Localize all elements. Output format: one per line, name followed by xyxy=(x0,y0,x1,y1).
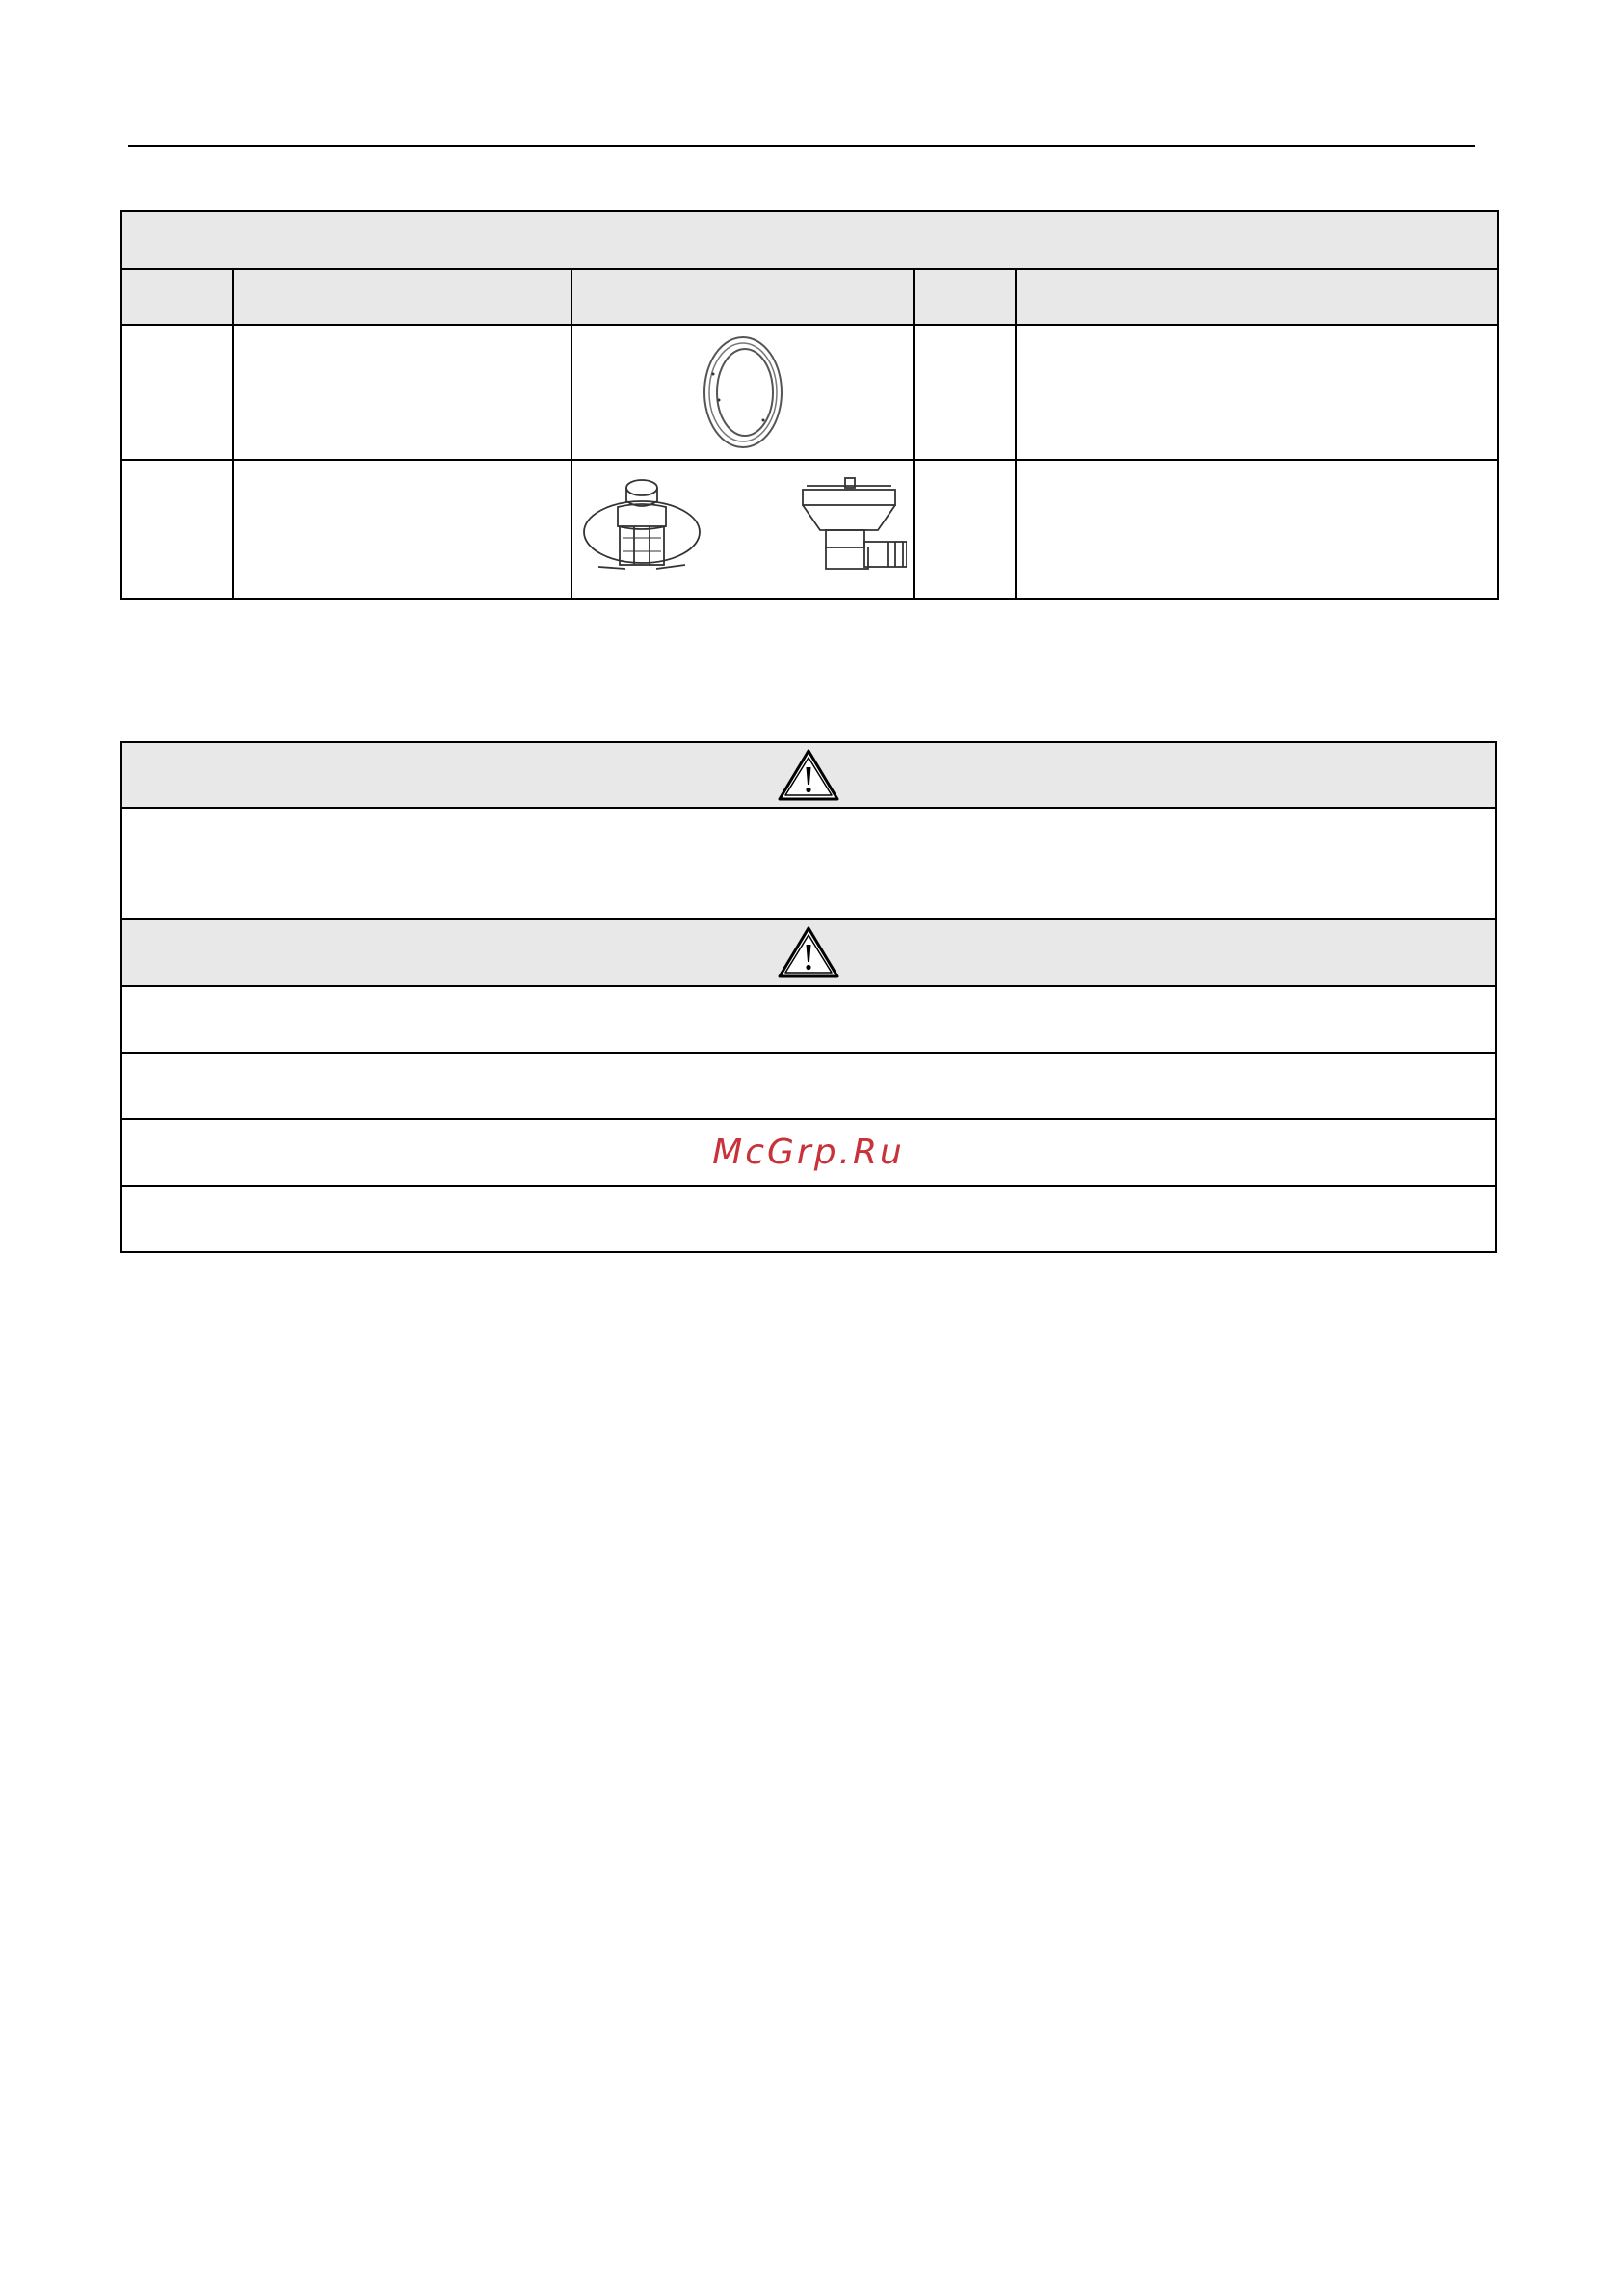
caution-row xyxy=(121,986,1496,1053)
parts-table-title xyxy=(121,211,1498,269)
header-qty xyxy=(914,269,1016,325)
row-qty-cell xyxy=(914,460,1016,599)
row-name-cell xyxy=(233,460,571,599)
warning-header xyxy=(121,742,1496,808)
table-row xyxy=(121,325,1498,460)
table-row xyxy=(121,460,1498,599)
drain-assembly-icon xyxy=(803,478,907,569)
header-name xyxy=(233,269,571,325)
drain-plug-icon xyxy=(584,480,700,569)
caution-item xyxy=(121,1186,1496,1252)
parts-table-header-row xyxy=(121,269,1498,325)
row-qty-cell xyxy=(914,325,1016,460)
caution-row xyxy=(121,1119,1496,1186)
parts-table-title-row xyxy=(121,211,1498,269)
row-no-cell xyxy=(121,460,233,599)
watermark-text: McGrp.Ru xyxy=(712,1133,905,1172)
header-remarks xyxy=(1016,269,1498,325)
row-name-cell xyxy=(233,325,571,460)
header-no xyxy=(121,269,233,325)
header-image xyxy=(571,269,914,325)
row-remarks-cell xyxy=(1016,325,1498,460)
ring-gasket-icon xyxy=(700,334,786,451)
warning-body-row xyxy=(121,808,1496,919)
caution-row xyxy=(121,1053,1496,1119)
drain-parts-images xyxy=(579,472,907,586)
header-rule xyxy=(128,145,1475,147)
caution-header-row xyxy=(121,919,1496,986)
warning-header-row xyxy=(121,742,1496,808)
caution-item xyxy=(121,1053,1496,1119)
row-remarks-cell xyxy=(1016,460,1498,599)
row-no-cell xyxy=(121,325,233,460)
warning-triangle-icon xyxy=(777,925,840,979)
row-image-cell xyxy=(571,325,914,460)
caution-item xyxy=(121,986,1496,1053)
warnings-table xyxy=(120,741,1497,1253)
warning-body xyxy=(121,808,1496,919)
parts-table xyxy=(120,210,1499,600)
caution-item xyxy=(121,1119,1496,1186)
caution-header xyxy=(121,919,1496,986)
caution-row xyxy=(121,1186,1496,1252)
row-image-cell xyxy=(571,460,914,599)
warning-triangle-icon xyxy=(777,748,840,802)
